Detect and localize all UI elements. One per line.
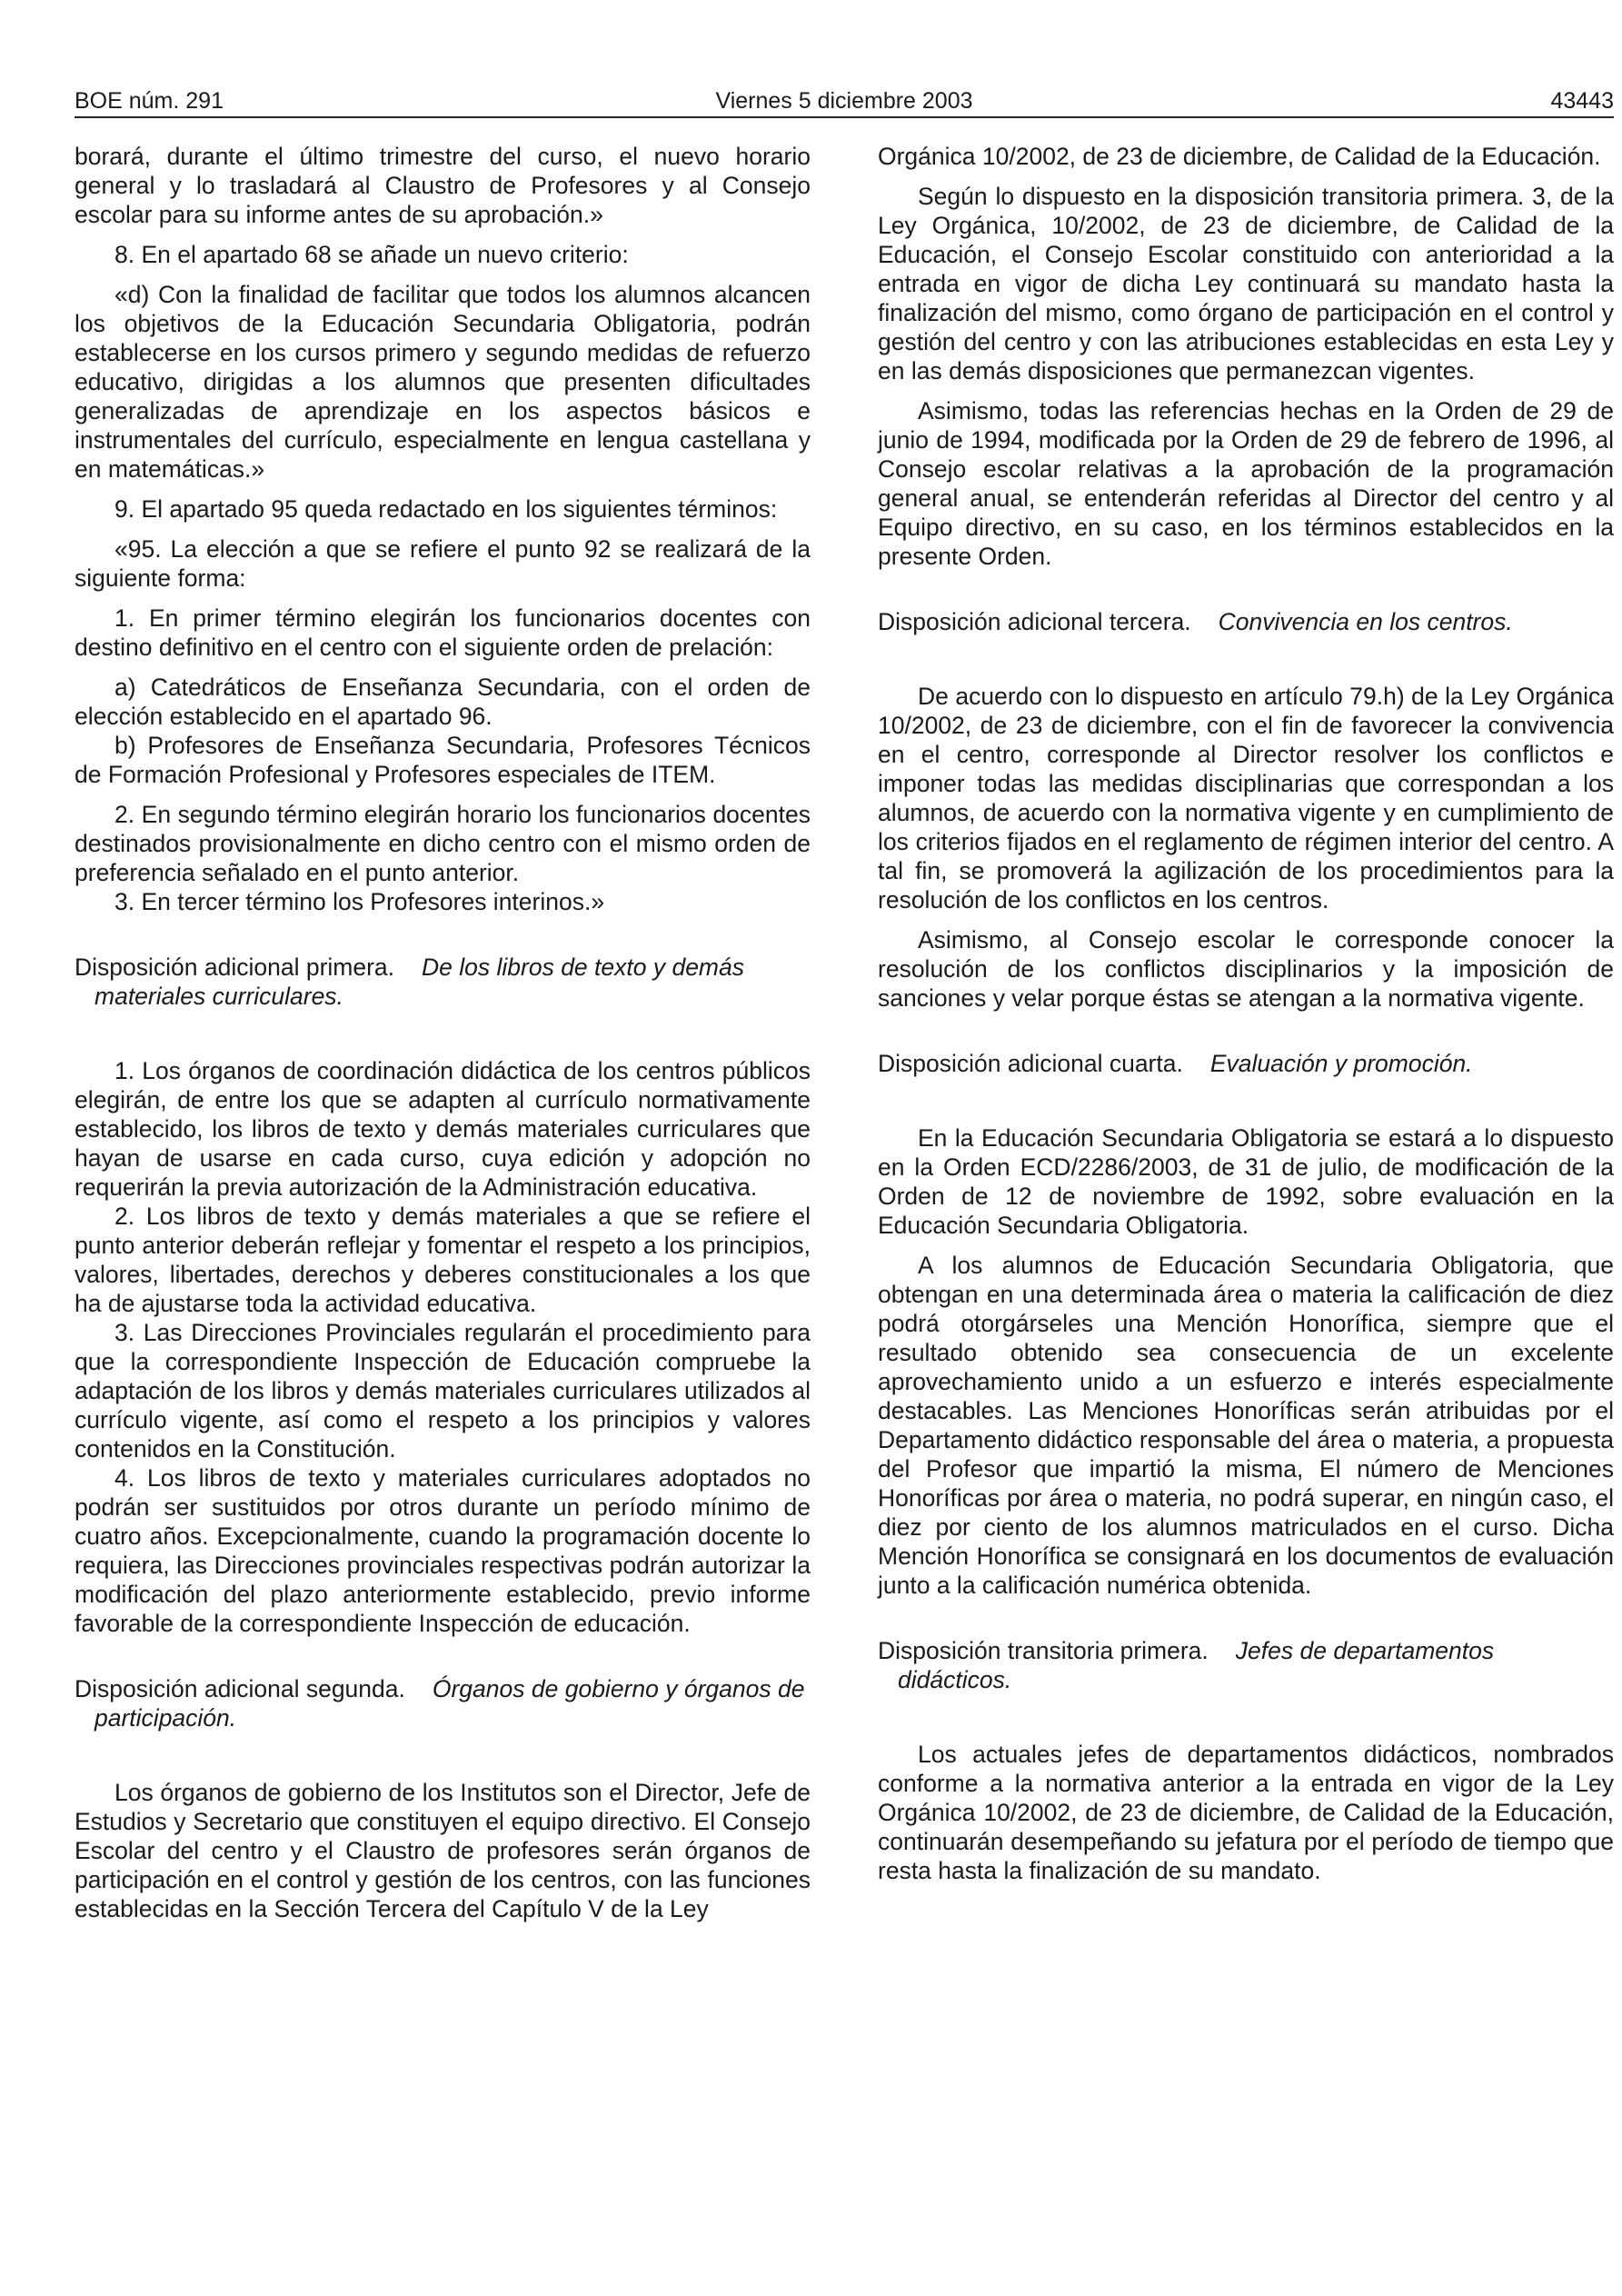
section-title: Convivencia en los centros. — [1218, 608, 1513, 635]
paragraph: Asimismo, al Consejo escolar le corresponde conocer la resolución de los conflictos disciplinarios y la imposición de sanciones y velar porque éstas se atengan a la normativa vigente. — [878, 926, 1614, 1012]
paragraph: Orgánica 10/2002, de 23 de diciembre, de Calidad de la Educación. — [878, 143, 1601, 170]
left-column — [75, 142, 811, 1934]
paragraph: Los órganos de gobierno de los Institutos son el Director, Jefe de Estudios y Secretario que constituyen el equipo directivo. El Consejo Escolar del centro y el Claustro de profesores serán órganos de participación en el control y gestión de los centros, con las funciones establecidas en la Sección Tercera del Capítulo V de la Ley — [75, 1779, 811, 1922]
page-header — [75, 87, 1614, 115]
paragraph: Asimismo, todas las referencias hechas en la Orden de 29 de junio de 1994, modificada por la Orden de 29 de febrero de 1996, al Consejo escolar relativas a la aprobación de la programación general anual, se entenderán referidas al Director del centro y al Equipo directivo, en su caso, en los términos establecidos en la presente Orden. — [878, 397, 1614, 570]
paragraph: «d) Con la finalidad de facilitar que todos los alumnos alcancen los objetivos de la Educación Secundaria Obligatoria, podrán establecerse en los cursos primero y segundo medidas de refuerzo educativo, dirigidas a los alumnos que presenten dificultades generalizadas de aprendizaje en los aspectos básicos e instrumentales del currículo, especialmente en lengua castellana y en matemáticas.» — [75, 281, 811, 483]
paragraph: 2. En segundo término elegirán horario los funcionarios docentes destinados provisionalmente en dicho centro con el mismo orden de preferencia señalado en el punto anterior. — [75, 801, 811, 886]
section-heading — [878, 1636, 1614, 1694]
section-title: Órganos de gobierno y órganos de participación. — [95, 1675, 805, 1732]
paragraph: 2. Los libros de texto y demás materiales a que se refiere el punto anterior deberán reflejar y fomentar el respeto a los principios, valores, libertades, derechos y deberes constitucionales a los que ha de ajustarse toda la actividad educativa. — [75, 1203, 811, 1317]
section-label: Disposición adicional cuarta. — [878, 1050, 1183, 1077]
section-title: Jefes de departamentos didácticos. — [898, 1637, 1495, 1693]
paragraph: De acuerdo con lo dispuesto en artículo 79.h) de la Ley Orgánica 10/2002, de 23 de diciembre, con el fin de favorecer la convivencia en el centro, corresponde al Director resolver los conflictos e imponer todas las medidas disciplinarias que correspondan a los alumnos, de acuerdo con la normativa vigente y en cumplimiento de los criterios fijados en el reglamento de régimen interior del centro. A tal fin, se promoverá la agilización de los procedimientos para la resolución de los conflictos en los centros. — [878, 683, 1614, 913]
section-heading — [75, 953, 811, 1011]
paragraph: 3. Las Direcciones Provinciales regularán el procedimiento para que la correspondiente Inspección de Educación compruebe la adaptación de los libros y demás materiales curriculares utilizados al currículo vigente, así como el respeto a los principios y valores contenidos en la Constitución. — [75, 1319, 811, 1462]
paragraph: Según lo dispuesto en la disposición transitoria primera. 3, de la Ley Orgánica, 10/2002, de 23 de diciembre, de Calidad de la Educación, el Consejo Escolar constituido con anterioridad a la entrada en vigor de dicha Ley continuará su mandato hasta la finalización del mismo, como órgano de participación en el control y gestión del centro y con las atribuciones establecidas en esta Ley y en las demás disposiciones que permanezcan vigentes. — [878, 183, 1614, 384]
page-number: 43443 — [1550, 88, 1614, 114]
section-heading — [75, 1674, 811, 1732]
paragraph: 8. En el apartado 68 se añade un nuevo criterio: — [114, 241, 629, 268]
paragraph: Los actuales jefes de departamentos didácticos, nombrados conforme a la normativa anterior a la entrada en vigor de la Ley Orgánica 10/2002, de 23 de diciembre, de Calidad de la Educación, continuarán desempeñando su jefatura por el período de tiempo que resta hasta la finalización de su mandato. — [878, 1741, 1614, 1884]
paragraph: borará, durante el último trimestre del curso, el nuevo horario general y lo trasladará al Claustro de Profesores y al Consejo escolar para su informe antes de su aprobación.» — [75, 143, 811, 228]
paragraph: 1. Los órganos de coordinación didáctica de los centros públicos elegirán, de entre los que se adapten al currículo normativamente establecido, los libros de texto y demás materiales curriculares que hayan de usarse en cada curso, cuya edición y adopción no requerirán la previa autorización de la Administración educativa. — [75, 1057, 811, 1201]
paragraph: 1. En primer término elegirán los funcionarios docentes con destino definitivo en el centro con el siguiente orden de prelación: — [75, 604, 811, 661]
section-heading — [878, 1049, 1614, 1078]
paragraph: En la Educación Secundaria Obligatoria se estará a lo dispuesto en la Orden ECD/2286/2003, de 31 de julio, de modificación de la Orden de 12 de noviembre de 1992, sobre evaluación en la Educación Secundaria Obligatoria. — [878, 1124, 1614, 1239]
section-heading — [878, 607, 1614, 636]
list-item: b) Profesores de Enseñanza Secundaria, Profesores Técnicos de Formación Profesional y Profesores especiales de ITEM. — [75, 732, 811, 788]
right-column — [878, 142, 1614, 1896]
paragraph: 4. Los libros de texto y materiales curriculares adoptados no podrán ser sustituidos por otros durante un período mínimo de cuatro años. Excepcionalmente, cuando la programación docente lo requiera, las Direcciones provinciales respectivas podrán autorizar la modificación del plazo anteriormente establecido, previo informe favorable de la correspondiente Inspección de educación. — [75, 1464, 811, 1637]
section-title: De los libros de texto y demás materiales curriculares. — [95, 953, 744, 1010]
paragraph: A los alumnos de Educación Secundaria Obligatoria, que obtengan en una determinada área o materia la calificación de diez podrá otorgárseles una Mención Honorífica, siempre que el resultado obtenido sea consecuencia de un excelente aprovechamiento unido a un esfuerzo e interés especialmente destacables. Las Menciones Honoríficas serán atribuidas por el Departamento didáctico responsable del área o materia, a propuesta del Profesor que impartió la misma, El número de Menciones Honoríficas por área o materia, no podrá superar, en ningún caso, el diez por ciento de los alumnos matriculados en el curso. Dicha Mención Honorífica se consignará en los documentos de evaluación junto a la calificación numérica obtenida. — [878, 1252, 1614, 1599]
paragraph: 3. En tercer término los Profesores interinos.» — [114, 888, 605, 915]
paragraph: 9. El apartado 95 queda redactado en los siguientes términos: — [114, 495, 778, 523]
section-label: Disposición transitoria primera. — [878, 1637, 1209, 1664]
section-label: Disposición adicional primera. — [75, 953, 395, 981]
section-label: Disposición adicional tercera. — [878, 608, 1191, 635]
journal-issue: BOE núm. 291 — [75, 88, 224, 114]
section-label: Disposición adicional segunda. — [75, 1675, 405, 1702]
list-item: a) Catedráticos de Enseñanza Secundaria, con el orden de elección establecido en el apartado 96. — [75, 674, 811, 730]
section-title: Evaluación y promoción. — [1209, 1050, 1473, 1077]
paragraph: «95. La elección a que se refiere el punto 92 se realizará de la siguiente forma: — [75, 535, 811, 592]
header-rule — [75, 116, 1614, 118]
publication-date: Viernes 5 diciembre 2003 — [715, 88, 973, 114]
